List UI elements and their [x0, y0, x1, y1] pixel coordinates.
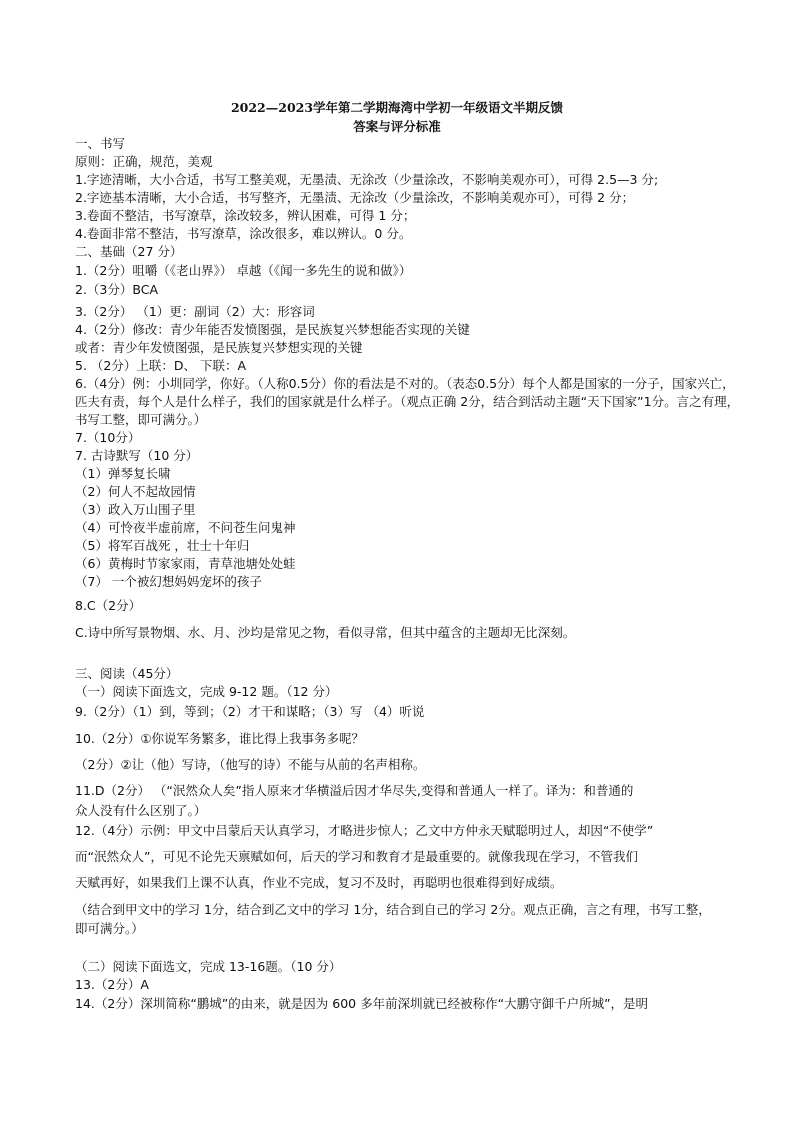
section-heading: 一、书写 [75, 136, 126, 151]
text-line: 2.字迹基本清晰，大小合适，书写整齐，无墨渍、无涂改（少量涂改，不影响美观亦可），可得 2 分； [75, 190, 635, 205]
document-title: 2022—2023学年第二学期海湾中学初一年级语文半期反馈 [230, 100, 564, 115]
text-line: 2.（3分）BCA [75, 282, 159, 297]
text-line: 3.卷面不整洁，书写潦草，涂改较多，辨认困难，可得 1 分； [75, 208, 416, 223]
text-line: 而“泯然众人”，可见不论先天禀赋如何，后天的学习和教育才是最重要的。就像我现在学习，不管我们 [75, 849, 638, 864]
text-line: 原则：正确，规范，美观 [75, 154, 213, 169]
text-line: 4.卷面非常不整洁，书写潦草，涂改很多，难以辨认。0 分。 [75, 226, 412, 241]
text-line: 3.（2分） （1）更：副词（2）大：形容词 [75, 304, 315, 319]
text-line: （4）可怜夜半虚前席，不问苍生问鬼神 [75, 520, 296, 535]
text-line: 7.（10分） [75, 430, 141, 445]
document-subtitle: 答案与评分标准 [353, 119, 441, 134]
text-line: 5. （2分）上联：D、 下联：A [75, 358, 247, 373]
text-line: 1.（2分）咀嚼（《老山界》） 卓越（《闻一多先生的说和做》） [75, 263, 412, 278]
text-line: 8.C（2分） [75, 598, 142, 613]
text-line: 4.（2分）修改：青少年能否发愤图强，是民族复兴梦想能否实现的关键 [75, 322, 470, 337]
text-line: （2分）②让（他）写诗，（他写的诗）不能与从前的名声相称。 [75, 757, 426, 772]
text-line: （7） 一个被幻想妈妈宠坏的孩子 [75, 574, 262, 589]
text-line: 6.（4分）例：小圳同学，你好。（人称0.5分）你的看法是不对的。（表态0.5分）每个人都是国家的一分子，国家兴亡， [75, 376, 735, 391]
text-line: 7. 古诗默写（10 分） [75, 448, 199, 463]
text-line: 10.（2分）①你说军务繁多，谁比得上我事务多呢？ [75, 731, 365, 746]
text-line: 9.（2分）（1）到，等到；（2）才干和谋略；（3）写 （4）听说 [75, 704, 425, 719]
text-line: 众人没有什么区别了。） [75, 803, 207, 818]
section-heading: 三、阅读（45分） [75, 666, 179, 681]
text-line: 天赋再好，如果我们上课不认真，作业不完成，复习不及时，再聪明也很难得到好成绩。 [75, 875, 563, 890]
text-line: 1.字迹清晰，大小合适，书写工整美观，无墨渍、无涂改（少量涂改，不影响美观亦可），可得 2.5—3 分; [75, 172, 659, 187]
text-line: 12.（4分）示例：甲文中吕蒙后天认真学习，才略进步惊人；乙文中方仲永天赋聪明过人，却因“不使学” [75, 823, 654, 838]
text-line: （2）何人不起故园情 [75, 484, 196, 499]
text-line: 书写工整，即可满分。） [75, 412, 207, 427]
section-heading: 二、基础（27 分） [75, 244, 183, 259]
text-line: 匹夫有责，每个人是什么样子，我们的国家就是什么样子。（观点正确 2分，结合到活动主题“天下国家”1分。言之有理， [75, 394, 740, 409]
text-line: （3）政入万山围子里 [75, 502, 196, 517]
text-line: C.诗中所写景物烟、水、月、沙均是常见之物，看似寻常，但其中蕴含的主题却无比深刻。 [75, 625, 576, 640]
text-line: 14.（2分）深圳简称“鹏城”的由来，就是因为 600 多年前深圳就已经被称作“大鹏守御千户所城”，是明 [75, 996, 649, 1011]
text-line: 11.D（2分） （“泯然众人矣”指人原来才华横溢后因才华尽失,变得和普通人一样了。译为：和普通的 [75, 783, 634, 798]
text-line: （1）弹琴复长啸 [75, 466, 171, 481]
text-line: 即可满分。） [75, 921, 144, 936]
text-line: （5）将军百战死 ，壮士十年归 [75, 538, 250, 553]
text-line: （一）阅读下面选文，完成 9-12 题。（12 分） [75, 684, 338, 699]
text-line: 13.（2分）A [75, 977, 149, 992]
text-line: 或者：青少年发愤图强，是民族复兴梦想实现的关键 [75, 340, 363, 355]
section-heading: （二）阅读下面选文，完成 13-16题。（10 分） [75, 959, 342, 974]
text-line: （结合到甲文中的学习 1分，结合到乙文中的学习 1分，结合到自己的学习 2分。观点正确，言之有理，书写工整， [75, 902, 711, 917]
text-line: （6）黄梅时节家家雨，青草池塘处处蛙 [75, 556, 296, 571]
